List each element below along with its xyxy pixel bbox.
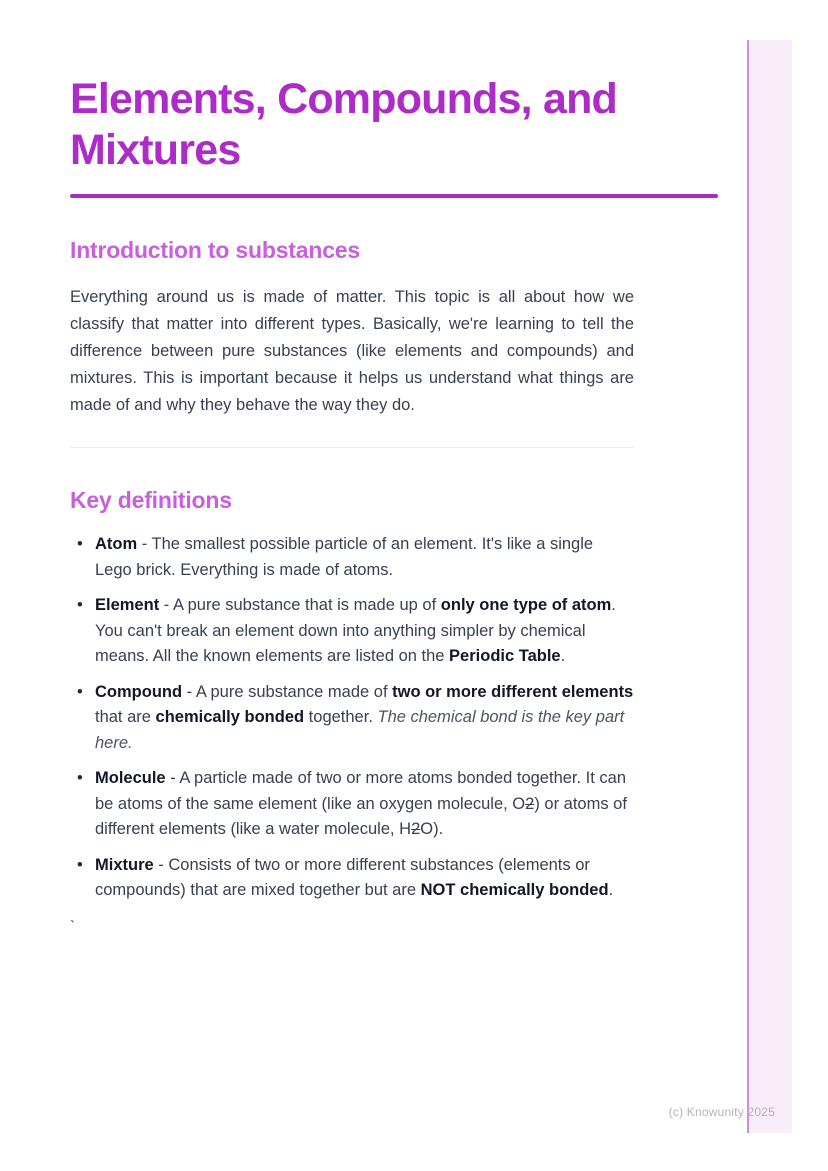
definition-text-segment: . xyxy=(608,881,614,899)
section-heading-introduction: Introduction to substances xyxy=(70,237,360,263)
definition-item xyxy=(70,853,634,904)
section-divider xyxy=(70,447,634,448)
definition-text-segment: - Consists of two or more different substances (elements or compounds) that are mixed together but are xyxy=(95,855,590,899)
definition-text-segment: Molecule xyxy=(95,769,166,787)
definition-text-segment: . You can't break an element down into anything simpler by chemical means. All the known elements are listed on the xyxy=(95,596,616,665)
definition-text-segment: - A pure substance made of xyxy=(182,682,393,701)
definition-text-segment: - A pure substance that is made up of xyxy=(159,596,441,614)
definition-text-segment: together. xyxy=(304,708,378,726)
definition-text-segment: NOT chemically bonded xyxy=(420,881,609,899)
definition-text-segment: - The smallest possible particle of an element. It's like a single Lego brick. Everything is made of atoms. xyxy=(95,535,594,579)
definition-item xyxy=(70,593,634,670)
side-strip-decoration xyxy=(747,40,792,1133)
definition-text-segment: two or more different elements xyxy=(392,682,634,701)
footer-copyright: (c) Knowunity 2025 xyxy=(668,1105,775,1119)
definition-item xyxy=(70,532,634,583)
document-content xyxy=(70,0,718,936)
definition-text-segment: only one type of atom xyxy=(440,596,612,614)
definition-text-segment: that are xyxy=(95,708,156,726)
definition-text-segment: chemically bonded xyxy=(155,708,305,726)
definition-text-segment: - A particle made of two or more atoms bonded together. It can be atoms of the same element (like an oxygen molecule, O xyxy=(95,769,627,813)
definition-text-segment: Compound xyxy=(95,682,183,701)
stray-backtick: ` xyxy=(70,917,75,935)
definition-text-segment: O). xyxy=(420,820,444,838)
definition-text-segment: Periodic Table xyxy=(449,647,561,665)
definitions-list xyxy=(70,532,634,904)
section-heading-key-definitions: Key definitions xyxy=(70,487,232,513)
definition-text-segment: . xyxy=(560,647,566,665)
page-title: Elements, Compounds, and Mixtures xyxy=(70,75,618,174)
definition-item xyxy=(70,766,634,843)
definition-item xyxy=(70,680,634,757)
definition-text-segment: The chemical bond is the key part here. xyxy=(95,708,625,752)
definition-text-segment: Atom xyxy=(95,535,138,553)
title-underline-rule xyxy=(70,194,718,198)
definition-text-segment: Element xyxy=(95,596,160,614)
definition-text-segment: Mixture xyxy=(95,855,154,874)
definition-text-segment: 2 xyxy=(525,794,535,813)
definition-text-segment: ) or atoms of different elements (like a water molecule, H xyxy=(95,794,627,838)
intro-paragraph: Everything around us is made of matter. This topic is all about how we classify that matter into different types. Basically, we're learning to tell the difference between pure substances (like elements and compounds) and mixtures. This is important because it helps us understand what things are made of and why they behave the way they do. xyxy=(70,288,634,414)
definition-text-segment: 2 xyxy=(411,820,421,838)
